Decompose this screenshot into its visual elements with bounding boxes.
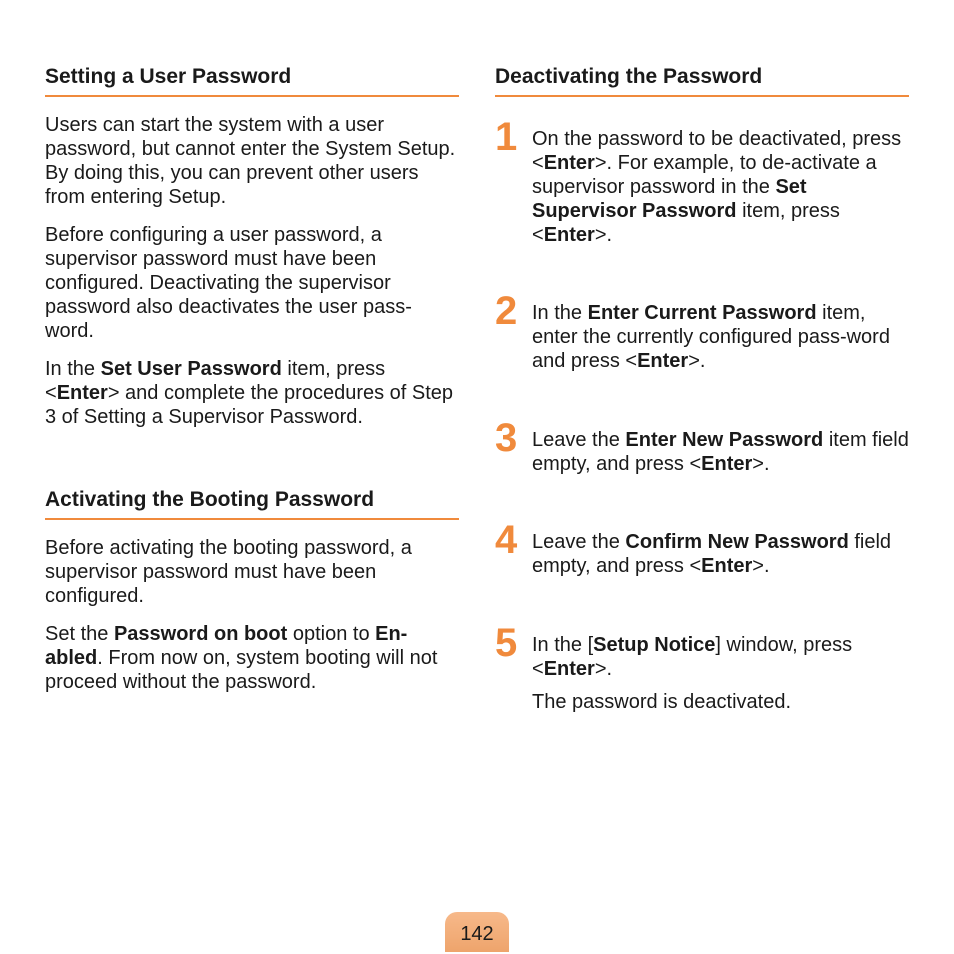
text-run: >. bbox=[752, 555, 770, 577]
text-run: option to bbox=[287, 623, 376, 645]
bold-run: Confirm New Password bbox=[625, 531, 849, 553]
bold-run: En-abled bbox=[45, 623, 408, 669]
bold-run: Set Supervisor Password bbox=[532, 176, 807, 222]
bold-run: Set User Password bbox=[100, 358, 282, 380]
user-password-paragraph-1: Users can start the system with a user password, but cannot enter the System Setup. By doing this, you can prevent other users from entering Setup. bbox=[45, 114, 456, 208]
text-run: >. bbox=[594, 658, 613, 680]
bold-run: Enter bbox=[56, 382, 108, 404]
step-number: 5 bbox=[495, 621, 518, 665]
step-text bbox=[532, 301, 909, 373]
text-run: > and complete the procedures of Step 3 of Setting a Supervisor Password. bbox=[45, 382, 459, 428]
step-text bbox=[532, 530, 909, 578]
bold-run: Enter bbox=[543, 224, 595, 246]
step-note: The password is deactivated. bbox=[532, 691, 792, 713]
text-run: Set the bbox=[45, 623, 114, 645]
booting-password-paragraph-2 bbox=[45, 622, 459, 694]
text-run: >. bbox=[688, 350, 706, 372]
text-run: In the [ bbox=[532, 634, 594, 656]
step-number: 2 bbox=[495, 289, 518, 333]
bold-run: Password on boot bbox=[113, 623, 288, 645]
user-password-paragraph-2: Before configuring a user password, a supervisor password must have been configured. Deactivating the supervisor password also deactivates the user pass-word. bbox=[45, 224, 412, 342]
bold-run: Enter Current Password bbox=[587, 302, 817, 324]
section-heading-booting-password: Activating the Booting Password bbox=[45, 488, 459, 520]
text-run: . From now on, system booting will not proceed without the password. bbox=[45, 647, 443, 693]
text-run: field empty, and press < bbox=[532, 531, 892, 577]
text-run: >. bbox=[752, 453, 770, 475]
step-number: 3 bbox=[495, 416, 518, 460]
text-run: item, enter the currently configured pass-word and press < bbox=[532, 302, 890, 372]
user-password-paragraph-3 bbox=[45, 357, 459, 429]
text-run: Leave the bbox=[532, 429, 626, 451]
text-run: item, press < bbox=[532, 200, 840, 246]
bold-run: Enter New Password bbox=[625, 429, 824, 451]
text-run: In the bbox=[45, 358, 101, 380]
text-run: On the password to be deactivated, press < bbox=[532, 128, 902, 174]
text-run: >. bbox=[594, 224, 613, 246]
section-heading-user-password: Setting a User Password bbox=[45, 65, 459, 97]
bold-run: Setup Notice bbox=[593, 634, 716, 656]
section-heading-deactivating-password: Deactivating the Password bbox=[495, 65, 909, 97]
step-text bbox=[532, 127, 909, 247]
step-text bbox=[532, 633, 909, 681]
text-run: Leave the bbox=[532, 531, 626, 553]
bold-run: Enter bbox=[543, 152, 595, 174]
text-run: >. For example, to de-activate a supervisor password in the bbox=[532, 152, 877, 198]
step-number: 4 bbox=[495, 518, 518, 562]
bold-run: Enter bbox=[701, 453, 753, 475]
text-run: item, press < bbox=[45, 358, 391, 404]
text-run: ] window, press < bbox=[532, 634, 853, 680]
bold-run: Enter bbox=[543, 658, 595, 680]
step-number: 1 bbox=[495, 115, 518, 159]
text-run: In the bbox=[532, 302, 588, 324]
bold-run: Enter bbox=[701, 555, 753, 577]
step-text bbox=[532, 428, 909, 476]
page-number: 142 bbox=[460, 923, 494, 945]
booting-password-paragraph-1: Before activating the booting password, a supervisor password must have been configured. bbox=[45, 537, 412, 607]
text-run: item field empty, and press < bbox=[532, 429, 909, 475]
bold-run: Enter bbox=[637, 350, 689, 372]
page-number-tab bbox=[445, 912, 509, 952]
